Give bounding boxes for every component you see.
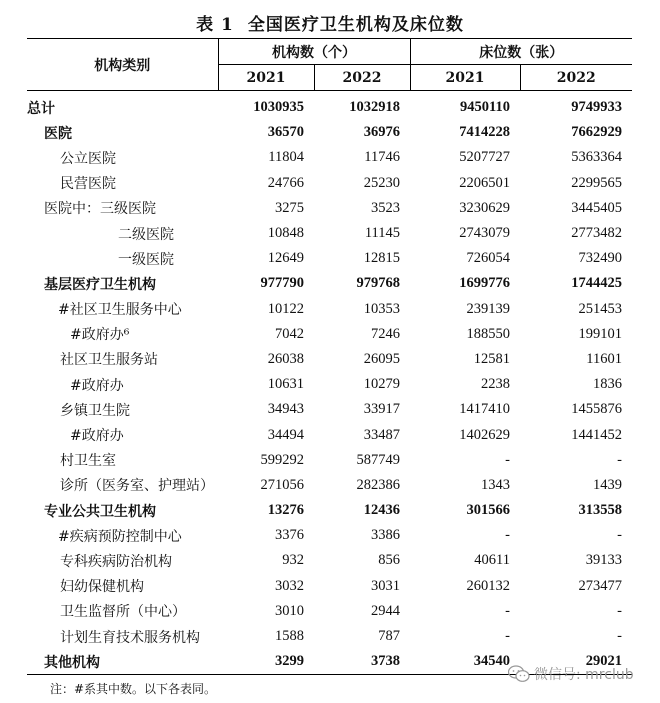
cell-value: 10122 [267, 300, 304, 317]
cell-value: 732490 [578, 250, 622, 267]
row-label: #社区卫生服务中心 [58, 302, 182, 319]
cell-value: 10353 [363, 300, 400, 317]
cell-value: 3376 [275, 527, 304, 544]
cell-value: 2944 [371, 602, 400, 619]
cell-value: 5207727 [459, 149, 510, 166]
cell-value: - [505, 527, 510, 544]
cell-value: 29021 [520, 649, 632, 675]
cell-value: 5363364 [571, 149, 622, 166]
row-label: 二级医院 [118, 226, 174, 243]
table-row [27, 473, 632, 498]
cell-value: 273477 [578, 577, 622, 594]
row-label: 诊所（医务室、护理站） [60, 478, 214, 495]
cell-value: 587749 [356, 451, 400, 468]
cell-value: 271056 [260, 476, 304, 493]
cell-value: 3445405 [571, 199, 622, 216]
cell-value: 10279 [363, 376, 400, 393]
cell-value: 33917 [363, 401, 400, 418]
footnote: 注：#系其中数。以下各表同。 [50, 682, 217, 696]
cell-value: 3523 [371, 199, 400, 216]
cell-value: 1455876 [571, 401, 622, 418]
table-title-text: 全国医疗卫生机构及床位数 [247, 15, 464, 35]
cell-value: 7414228 [459, 124, 510, 141]
table-row [27, 120, 632, 145]
wechat-icon [508, 665, 530, 683]
cell-value: 34540 [410, 649, 520, 675]
cell-value: 9749933 [571, 99, 622, 116]
table-row [27, 322, 632, 347]
cell-value: 1402629 [459, 426, 510, 443]
table-row [27, 347, 632, 372]
cell-value: 9450110 [460, 99, 510, 116]
table-row [27, 372, 632, 397]
cell-value: 12649 [267, 250, 304, 267]
cell-value: 260132 [466, 577, 510, 594]
cell-value: 2206501 [459, 174, 510, 191]
cell-value: 3031 [371, 577, 400, 594]
cell-value: 10631 [267, 376, 304, 393]
row-label: 计划生育技术服务机构 [60, 629, 200, 646]
cell-value: 34943 [267, 401, 304, 418]
row-label: 乡镇卫生院 [60, 402, 130, 419]
cell-value: 1441452 [571, 426, 622, 443]
row-label: 卫生监督所（中心） [60, 604, 186, 621]
table-row [27, 397, 632, 422]
table-row [27, 91, 632, 121]
table-title [0, 10, 660, 35]
cell-value: 2773482 [571, 225, 622, 242]
row-label: 专科疾病防治机构 [60, 553, 172, 570]
cell-value: 199101 [578, 325, 622, 342]
cell-value: 7662929 [571, 124, 622, 141]
row-label: 总计 [27, 100, 55, 117]
table-row [27, 448, 632, 473]
row-label: 公立医院 [60, 150, 116, 167]
cell-value: 39133 [585, 552, 622, 569]
cell-value: 33487 [363, 426, 400, 443]
cell-value: 1744425 [571, 275, 622, 292]
cell-value: 3230629 [459, 199, 510, 216]
cell-value: - [617, 628, 622, 645]
cell-value: 25230 [363, 174, 400, 191]
cell-value: 3032 [275, 577, 304, 594]
cell-value: - [617, 451, 622, 468]
cell-value: 282386 [356, 476, 400, 493]
row-label: #政府办 [70, 428, 124, 445]
table-row [27, 145, 632, 170]
row-label: #政府办 [70, 377, 124, 394]
row-label: 医院 [44, 125, 72, 142]
table-row [27, 422, 632, 447]
row-label: 民营医院 [60, 176, 116, 193]
table-row [27, 246, 632, 271]
table-row [27, 297, 632, 322]
cell-value: 7246 [371, 325, 400, 342]
cell-value: 1588 [275, 628, 304, 645]
cell-value: 11145 [364, 225, 400, 242]
cell-value: 13276 [267, 502, 304, 519]
cell-value: 26095 [363, 350, 400, 367]
cell-value: 1439 [593, 476, 622, 493]
cell-value: 1030935 [253, 99, 304, 116]
row-label: 医院中：三级医院 [44, 201, 156, 218]
cell-value: 239139 [466, 300, 510, 317]
header-beds: 床位数（张） [410, 39, 632, 65]
cell-value: 726054 [466, 250, 510, 267]
cell-value: 36570 [267, 124, 304, 141]
table-row [27, 599, 632, 624]
cell-value: 599292 [260, 451, 304, 468]
header-year: 2022 [520, 65, 632, 91]
cell-value: 251453 [578, 300, 622, 317]
cell-value: 301566 [466, 502, 510, 519]
cell-value: 34494 [267, 426, 304, 443]
table-row [27, 574, 632, 599]
header-year: 2021 [218, 65, 314, 91]
row-label: #疾病预防控制中心 [58, 528, 182, 545]
table-row [27, 271, 632, 296]
cell-value: 2743079 [459, 225, 510, 242]
cell-value: 932 [282, 552, 304, 569]
cell-value: 40611 [474, 552, 510, 569]
cell-value: 12436 [363, 502, 400, 519]
header-year: 2021 [410, 65, 520, 91]
cell-value: 12815 [363, 250, 400, 267]
cell-value: - [505, 602, 510, 619]
cell-value: 11601 [586, 350, 622, 367]
cell-value: 36976 [363, 124, 400, 141]
cell-value: 2238 [481, 376, 510, 393]
header-category: 机构类别 [27, 39, 218, 91]
row-label: 村卫生室 [60, 453, 116, 470]
row-label: #政府办⁶ [70, 327, 130, 344]
table-row [27, 171, 632, 196]
cell-value: - [505, 451, 510, 468]
table-row [27, 548, 632, 573]
row-label: 专业公共卫生机构 [44, 503, 156, 520]
data-table [27, 38, 632, 675]
cell-value: 3299 [218, 649, 314, 675]
cell-value: 12581 [473, 350, 510, 367]
table-row [27, 624, 632, 649]
header-institutions: 机构数（个） [218, 39, 410, 65]
table-row [27, 221, 632, 246]
table-row [27, 498, 632, 523]
cell-value: 26038 [267, 350, 304, 367]
watermark-text: 微信号: mrclub [534, 667, 634, 683]
cell-value: 10848 [267, 225, 304, 242]
cell-value: 979768 [356, 275, 400, 292]
cell-value: 1032918 [349, 99, 400, 116]
cell-value: 2299565 [571, 174, 622, 191]
row-label: 基层医疗卫生机构 [44, 276, 156, 293]
cell-value: 3386 [371, 527, 400, 544]
cell-value: - [505, 628, 510, 645]
header-year: 2022 [314, 65, 410, 91]
row-label: 一级医院 [118, 251, 174, 268]
cell-value: 1699776 [459, 275, 510, 292]
cell-value: 856 [378, 552, 400, 569]
cell-value: 11746 [364, 149, 400, 166]
cell-value: 787 [378, 628, 400, 645]
table-row [27, 196, 632, 221]
table-body [27, 91, 632, 675]
cell-value: 11804 [268, 149, 304, 166]
row-label: 其他机构 [27, 649, 218, 675]
cell-value: 1417410 [459, 401, 510, 418]
cell-value: - [617, 527, 622, 544]
table-row [27, 523, 632, 548]
cell-value: 3275 [275, 199, 304, 216]
cell-value: 3738 [314, 649, 410, 675]
table-number: 表 1 [196, 15, 234, 35]
cell-value: 313558 [578, 502, 622, 519]
row-label: 社区卫生服务站 [60, 352, 158, 369]
cell-value: - [617, 602, 622, 619]
watermark [508, 664, 634, 684]
cell-value: 977790 [260, 275, 304, 292]
cell-value: 3010 [275, 602, 304, 619]
cell-value: 1343 [481, 476, 510, 493]
cell-value: 188550 [466, 325, 510, 342]
cell-value: 1836 [593, 376, 622, 393]
row-label: 妇幼保健机构 [60, 579, 144, 596]
cell-value: 24766 [267, 174, 304, 191]
cell-value: 7042 [275, 325, 304, 342]
